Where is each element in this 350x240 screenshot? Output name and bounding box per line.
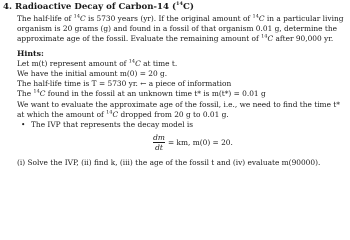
intro-iso-sup-2: 14 [252,13,259,20]
hint-4-iso-sup: 14 [33,88,40,95]
hint-line-4 [17,89,347,99]
intro-iso-sup-1: 14 [73,13,81,20]
hint-4-iso-el: C [39,89,46,99]
intro-text-4: after 90,000 yr. [273,34,334,44]
title-close-paren: ) [189,2,194,12]
problem-document [3,2,347,168]
intro-text-1: The half-life of [17,14,74,23]
equation-rhs: = km, m(0) = 20. [168,138,233,148]
isotope-mass-number: 14 [176,1,183,8]
fraction-denominator: dt [155,143,163,153]
hints-heading: Hints: [17,48,44,58]
hint-5-end: dropped from 20 g to 0.01 g. [118,109,229,119]
bullet-dot: • [21,120,26,130]
hint-5-text: We want to evaluate the approximate age of the fossil, i.e., we need to find the time t* at which the amount of [17,99,340,119]
ivp-bullet-text: The IVP that represents the decay model is [31,120,194,130]
hint-line-5 [17,100,347,120]
derivative-fraction [153,133,165,152]
section-number: 4. [3,2,12,12]
hint-5-iso-el: C [112,109,119,119]
section-title-text: Radioactive Decay of Carbon-14 ( [14,2,177,12]
hint-line-1 [17,59,347,69]
intro-paragraph [17,14,347,45]
intro-text-3: in a particular living organism is 20 grams (g) and found in a fossil of that organism 0.01 g, determine the approximate age of the fossil. Evaluate the remaining amount of [17,14,344,44]
ivp-bullet [21,120,347,130]
hint-line-3: The half-life time is T = 5730 yr. ← a piece of information [17,79,232,89]
tasks-line: (i) Solve the IVP, (ii) find k, (iii) the age of the fossil t and (iv) evaluate m(90000). [17,158,321,168]
hint-1-iso-sup: 14 [128,58,136,65]
hint-4-text-a: The [17,89,34,99]
hint-5-iso-sup: 14 [106,109,113,116]
isotope-element: C [183,2,190,12]
hint-line-2: We have the initial amount m(0) = 20 g. [17,69,168,79]
hint-4-text-b: found in the fossil at an unknown time t* is m(t*) = 0.01 g [45,89,266,99]
intro-iso-sup-3: 14 [261,33,268,40]
intro-iso-el-1: C [80,14,86,23]
hint-1-text: Let m(t) represent amount of [17,58,129,68]
section-title [3,2,347,13]
ivp-equation [3,132,347,156]
intro-iso-el-3: C [267,34,274,44]
hint-1-end: at time t. [140,58,178,68]
intro-text-2: is 5730 years (yr). If the original amount of [85,14,253,23]
fraction-numerator: dm [153,133,165,143]
hint-1-iso-el: C [135,58,141,68]
intro-iso-el-2: C [258,14,265,23]
